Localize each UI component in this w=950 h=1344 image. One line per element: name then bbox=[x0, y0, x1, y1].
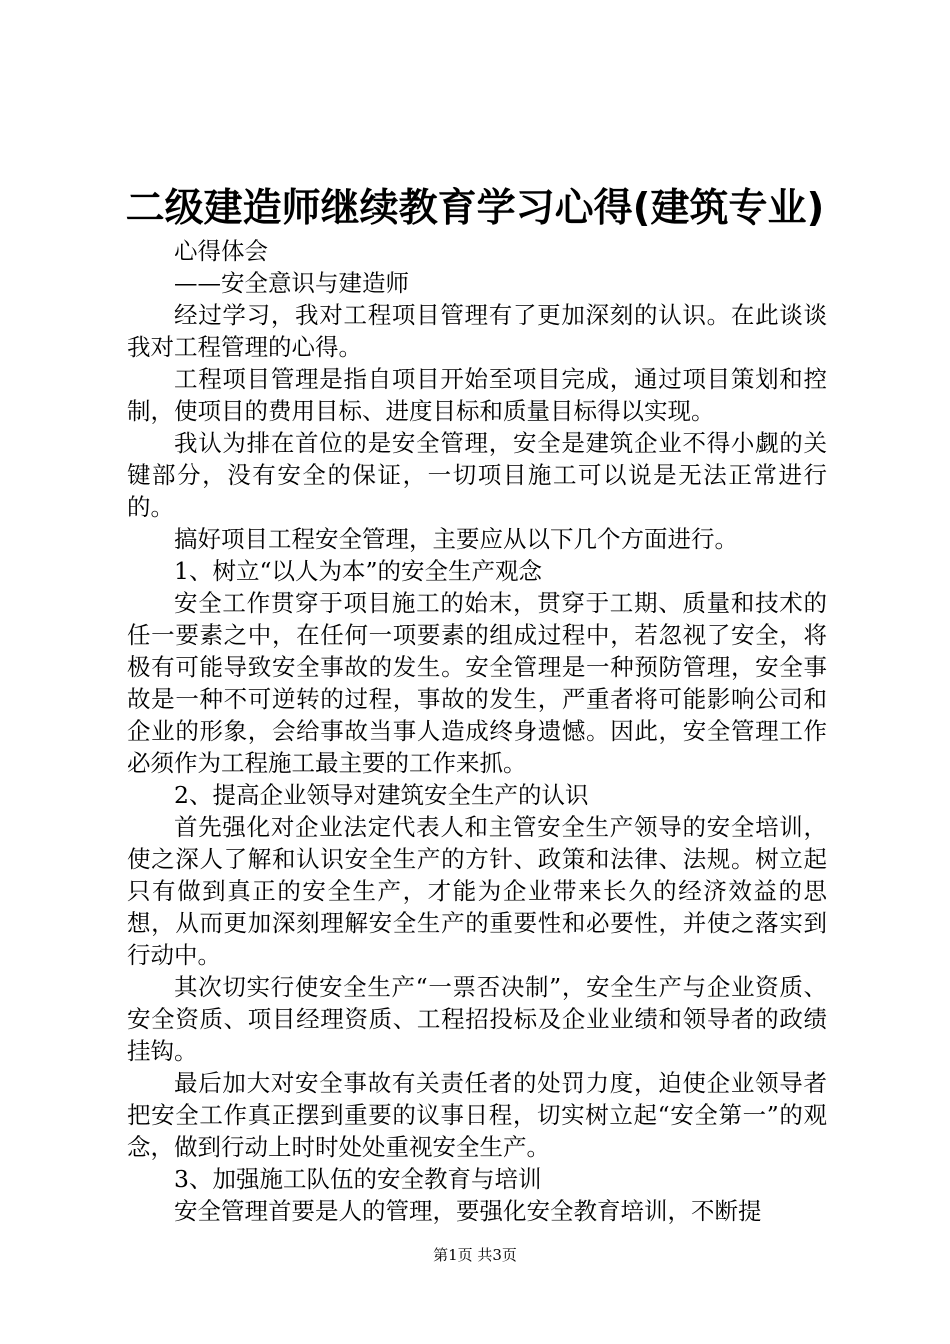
paragraph: 首先强化对企业法定代表人和主管安全生产领导的安全培训，使之深人了解和认识安全生产的方针、政策和法律、法规。树立起只有做到真正的安全生产，才能为企业带来长久的经济效益的思想，从而更加深刻理解安全生产的重要性和必要性，并使之落实到行动中。 bbox=[127, 813, 827, 969]
paragraph: 工程项目管理是指自项目开始至项目完成，通过项目策划和控制，使项目的费用目标、进度目标和质量目标得以实现。 bbox=[127, 365, 827, 425]
paragraph: 我认为排在首位的是安全管理，安全是建筑企业不得小觑的关键部分，没有安全的保证，一切项目施工可以说是无法正常进行的。 bbox=[127, 429, 827, 521]
section-heading-3: 3、加强施工队伍的安全教育与培训 bbox=[174, 1165, 542, 1193]
paragraph: 安全管理首要是人的管理，要强化安全教育培训，不断提 bbox=[174, 1197, 762, 1225]
document-title: 二级建造师继续教育学习心得(建筑专业) bbox=[125, 186, 825, 231]
paragraph: 搞好项目工程安全管理，主要应从以下几个方面进行。 bbox=[174, 525, 738, 553]
paragraph: 其次切实行使安全生产“一票否决制”，安全生产与企业资质、安全资质、项目经理资质、工程招投标及企业业绩和领导者的政绩挂钩。 bbox=[127, 973, 827, 1065]
paragraph: 经过学习，我对工程项目管理有了更加深刻的认识。在此谈谈我对工程管理的心得。 bbox=[127, 301, 827, 361]
paragraph: 最后加大对安全事故有关责任者的处罚力度，迫使企业领导者把安全工作真正摆到重要的议事日程，切实树立起“安全第一”的观念，做到行动上时时处处重视安全生产。 bbox=[127, 1069, 827, 1161]
page-footer: 第1页 共3页 bbox=[433, 1246, 517, 1264]
paragraph-heading-xinde: 心得体会 bbox=[174, 237, 268, 265]
paragraph: 安全工作贯穿于项目施工的始末，贯穿于工期、质量和技术的任一要素之中，在任何一项要素的组成过程中，若忽视了安全，将极有可能导致安全事故的发生。安全管理是一种预防管理，安全事故是一种不可逆转的过程，事故的发生，严重者将可能影响公司和企业的形象，会给事故当事人造成终身遗憾。因此，安全管理工作必须作为工程施工最主要的工作来抓。 bbox=[127, 589, 827, 777]
paragraph-subtitle: ——安全意识与建造师 bbox=[174, 269, 409, 297]
document-body bbox=[127, 235, 827, 1227]
section-heading-1: 1、树立“以人为本”的安全生产观念 bbox=[174, 557, 542, 585]
section-heading-2: 2、提高企业领导对建筑安全生产的认识 bbox=[174, 781, 589, 809]
